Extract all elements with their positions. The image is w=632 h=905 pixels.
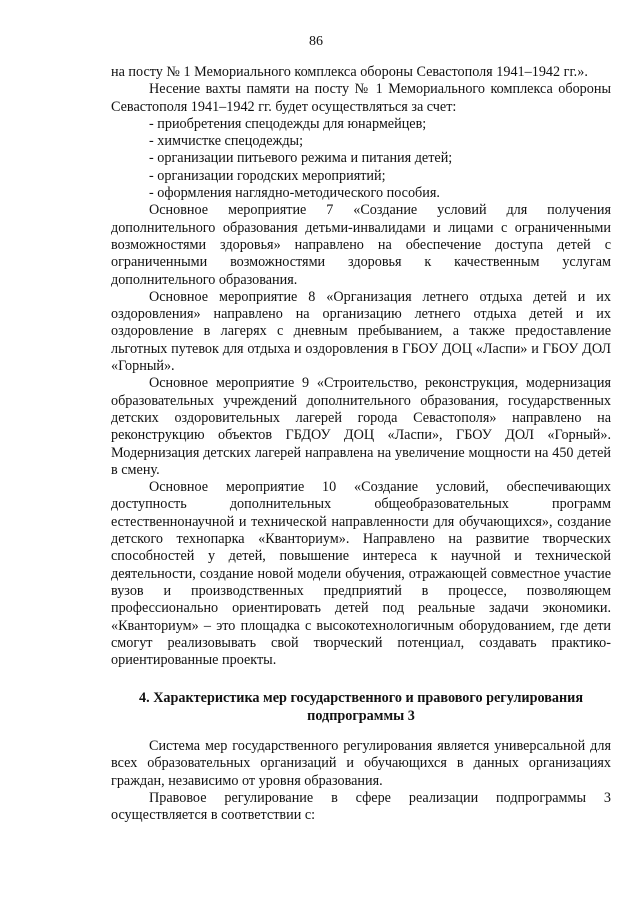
paragraph-watch-funding: Несение вахты памяти на посту № 1 Мемориального комплекса обороны Севастополя 1941–1942 гг. будет осуществляться за счет: [111,81,611,115]
page-body [111,64,611,824]
funding-list [111,116,611,202]
list-item: - организации городских мероприятий; [149,167,386,184]
section-heading: 4. Характеристика мер государственного и правового регулирования подпрограммы 3 [139,690,583,724]
paragraph-legal-regulation: Правовое регулирование в сфере реализации подпрограммы 3 осуществляется в соответствии с: [111,789,611,824]
list-item: - оформления наглядно-методического пособия. [149,185,440,202]
paragraph-measure-7: Основное мероприятие 7 «Создание условий для получения дополнительного образования детьми-инвалидами и лицами с ограниченными возможностями здоровья» направлено на обеспечение доступа детей с ограниченными возможностями здоровья к качественным услугам дополнительного образования. [111,202,611,288]
page-number: 86 [309,34,323,49]
paragraph-measure-10: Основное мероприятие 10 «Создание условий, обеспечивающих доступность дополнительных общеобразовательных программ естественнонаучной и технической направленности для обучающихся», создание детского технопарка «Кванториум». Направлено на развитие творческих способностей у детей, повышение интереса к научной и технической деятельности, создание новой модели обучения, отражающей совместное участие вузов и производственных предприятий в процессе, позволяющем профессионально ориентировать детей под реальные задачи экономики. «Кванториум» – это площадка с высокотехнологичным оборудованием, где дети смогут реализовывать свой творческий потенциал, создавать практико-ориентированные проекты. [111,479,611,669]
list-item: - приобретения спецодежды для юнармейцев; [149,115,427,132]
list-item: - химчистке спецодежды; [149,133,304,150]
paragraph-regulation-system: Система мер государственного регулирования является универсальной для всех образовательных организаций и обучающихся в данных организациях граждан, независимо от уровня образования. [111,737,611,789]
paragraph-measure-9: Основное мероприятие 9 «Строительство, реконструкция, модернизация образовательных учреждений дополнительного образования, государственных детских оздоровительных лагерей города Севастополя» направлено на реконструкцию объектов ГБДОУ ДОЦ «Ласпи», ГБОУ ДОЛ «Горный». Модернизация детских лагерей направлена на увеличение мощности на 450 детей в смену. [111,375,611,478]
list-item: - организации питьевого режима и питания детей; [149,150,453,167]
paragraph-continuation: на посту № 1 Мемориального комплекса обороны Севастополя 1941–1942 гг.». [111,64,588,80]
paragraph-measure-8: Основное мероприятие 8 «Организация летнего отдыха детей и их оздоровления» направлено на организацию летнего отдыха детей и их оздоровление в лагерях с дневным пребыванием, а также предоставление льготных путевок для отдыха и оздоровления в ГБОУ ДОЦ «Ласпи» и ГБОУ ДОЛ «Горный». [111,288,611,375]
